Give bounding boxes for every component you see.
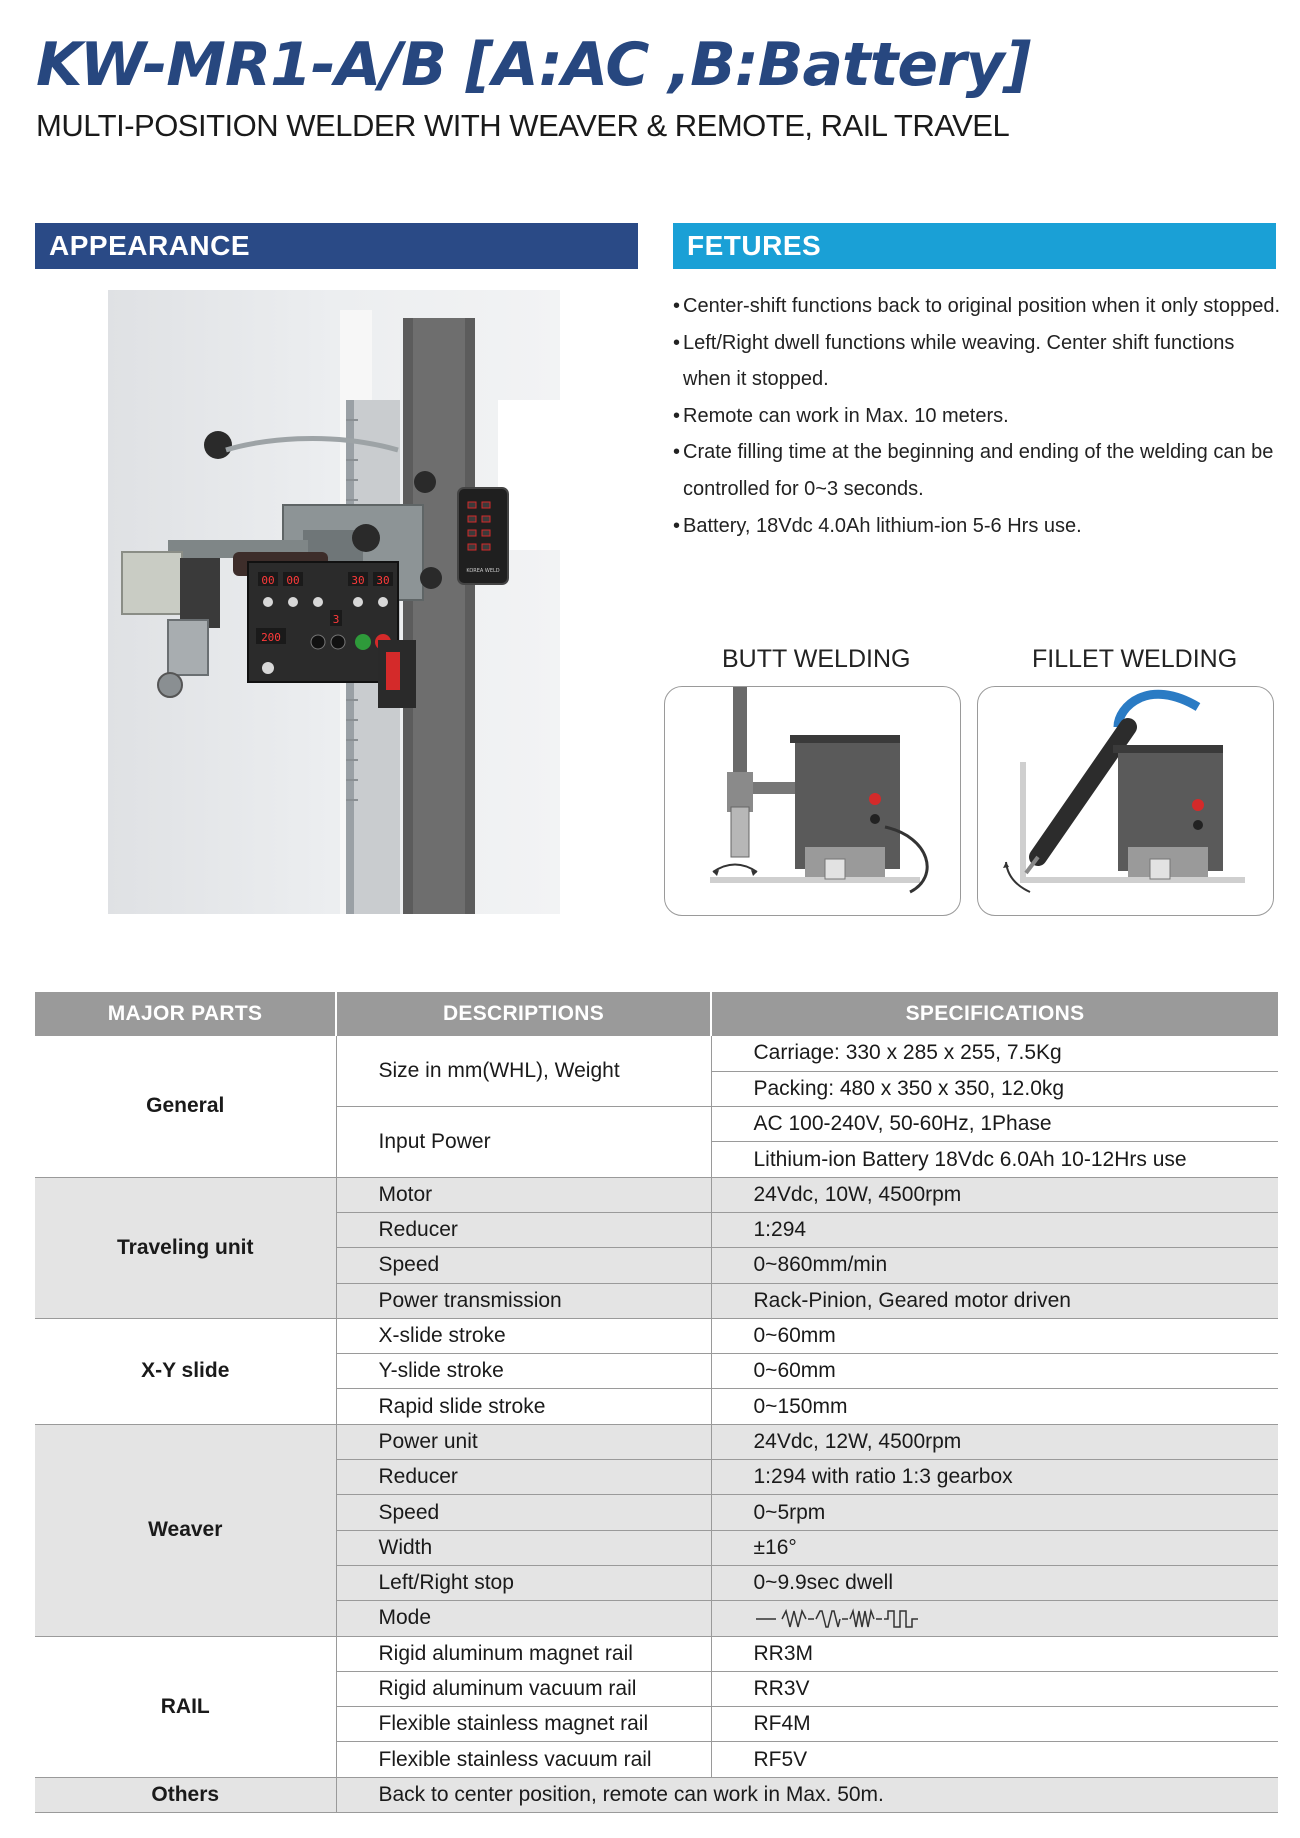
knob	[414, 471, 436, 493]
product-title: KW-MR1-A/B [A:AC ,B:Battery]	[36, 30, 1031, 100]
feature-item: • Center-shift functions back to original position when it only stopped.	[673, 288, 1283, 325]
welder-illustration	[108, 290, 560, 914]
part-others: Others	[35, 1777, 336, 1812]
desc-cell: Speed	[336, 1248, 711, 1283]
product-photo	[108, 290, 560, 914]
desc-cell: Rigid aluminum magnet rail	[336, 1636, 711, 1671]
table-row	[35, 1424, 1278, 1459]
fillet-welding-image	[977, 686, 1274, 916]
spec-power-ac: AC 100-240V, 50-60Hz, 1Phase	[711, 1107, 1278, 1142]
features-heading: FETURES	[673, 223, 1276, 269]
knob	[352, 524, 380, 552]
spec-cell: 0~60mm	[711, 1354, 1278, 1389]
display: 30	[376, 574, 390, 587]
spec-mode-icons	[711, 1601, 1278, 1636]
desc-cell: Y-slide stroke	[336, 1354, 711, 1389]
fillet-welding-label: FILLET WELDING	[1032, 645, 1238, 673]
table-header-row	[35, 992, 1278, 1036]
remote-brand: KOREA WELD	[466, 568, 500, 574]
spec-carriage: Carriage: 330 x 285 x 255, 7.5Kg	[711, 1036, 1278, 1071]
part-weaver: Weaver	[35, 1424, 336, 1636]
spec-cell: 1:294	[711, 1212, 1278, 1247]
header-descriptions: DESCRIPTIONS	[336, 992, 711, 1036]
desc-cell: Power unit	[336, 1424, 711, 1459]
desc-cell: Rapid slide stroke	[336, 1389, 711, 1424]
desc-cell: Left/Right stop	[336, 1565, 711, 1600]
spec-cell: RR3M	[711, 1636, 1278, 1671]
spec-cell: RR3V	[711, 1671, 1278, 1706]
desc-cell: X-slide stroke	[336, 1318, 711, 1353]
feature-item: • Left/Right dwell functions while weaving. Center shift functions when it stopped.	[673, 325, 1283, 398]
appearance-heading: APPEARANCE	[35, 223, 638, 269]
knob	[204, 431, 232, 459]
spec-cell: 0~60mm	[711, 1318, 1278, 1353]
butt-welding-image	[664, 686, 961, 916]
desc-cell: Rigid aluminum vacuum rail	[336, 1671, 711, 1706]
desc-cell: Reducer	[336, 1460, 711, 1495]
feature-item: • Crate filling time at the beginning and ending of the welding can be controlled for 0~3 seconds.	[673, 434, 1283, 507]
part-general: General	[35, 1036, 336, 1177]
display: 200	[261, 631, 281, 644]
butt-welding-illustration	[665, 687, 961, 916]
desc-mode: Mode	[336, 1601, 711, 1636]
desc-input-power: Input Power	[336, 1107, 711, 1178]
spec-cell: 0~9.9sec dwell	[711, 1565, 1278, 1600]
knob	[420, 567, 442, 589]
desc-cell: Flexible stainless vacuum rail	[336, 1742, 711, 1777]
torch-holder	[168, 620, 208, 675]
table-row	[35, 1777, 1278, 1812]
spec-cell: 24Vdc, 10W, 4500rpm	[711, 1177, 1278, 1212]
spec-cell: 0~860mm/min	[711, 1248, 1278, 1283]
feature-item: • Battery, 18Vdc 4.0Ah lithium-ion 5-6 Hrs use.	[673, 508, 1283, 545]
feature-item: • Remote can work in Max. 10 meters.	[673, 398, 1283, 435]
features-list	[673, 288, 1283, 544]
spec-cell: 0~5rpm	[711, 1495, 1278, 1530]
desc-cell: Width	[336, 1530, 711, 1565]
spec-cell: RF5V	[711, 1742, 1278, 1777]
specifications-table	[35, 992, 1278, 1813]
spec-cell: 24Vdc, 12W, 4500rpm	[711, 1424, 1278, 1459]
header-major-parts: MAJOR PARTS	[35, 992, 336, 1036]
desc-cell: Reducer	[336, 1212, 711, 1247]
spec-power-battery: Lithium-ion Battery 18Vdc 6.0Ah 10-12Hrs use	[711, 1142, 1278, 1177]
part-xy-slide: X-Y slide	[35, 1318, 336, 1424]
header-specifications: SPECIFICATIONS	[711, 992, 1278, 1036]
display: 3	[332, 613, 340, 626]
desc-cell: Power transmission	[336, 1283, 711, 1318]
desc-cell: Flexible stainless magnet rail	[336, 1707, 711, 1742]
table-row	[35, 1177, 1278, 1212]
part-rail: RAIL	[35, 1636, 336, 1777]
spec-cell: RF4M	[711, 1707, 1278, 1742]
spec-others: Back to center position, remote can work in Max. 50m.	[336, 1777, 1278, 1812]
motor-box	[122, 552, 182, 614]
desc-size: Size in mm(WHL), Weight	[336, 1036, 711, 1107]
display: 30	[351, 574, 365, 587]
table-row	[35, 1036, 1278, 1071]
desc-cell: Speed	[336, 1495, 711, 1530]
weave-pattern-icon	[754, 1607, 944, 1631]
spec-cell: ±16°	[711, 1530, 1278, 1565]
part-traveling-unit: Traveling unit	[35, 1177, 336, 1318]
spec-packing: Packing: 480 x 350 x 350, 12.0kg	[711, 1071, 1278, 1106]
product-subtitle: MULTI-POSITION WELDER WITH WEAVER & REMOTE, RAIL TRAVEL	[36, 108, 1010, 143]
display: 00	[261, 574, 275, 587]
butt-welding-label: BUTT WELDING	[722, 645, 911, 673]
table-row	[35, 1636, 1278, 1671]
display: 00	[286, 574, 300, 587]
table-row	[35, 1318, 1278, 1353]
desc-cell: Motor	[336, 1177, 711, 1212]
fillet-welding-illustration	[978, 687, 1274, 916]
spec-cell: Rack-Pinion, Geared motor driven	[711, 1283, 1278, 1318]
spec-cell: 1:294 with ratio 1:3 gearbox	[711, 1460, 1278, 1495]
spec-cell: 0~150mm	[711, 1389, 1278, 1424]
